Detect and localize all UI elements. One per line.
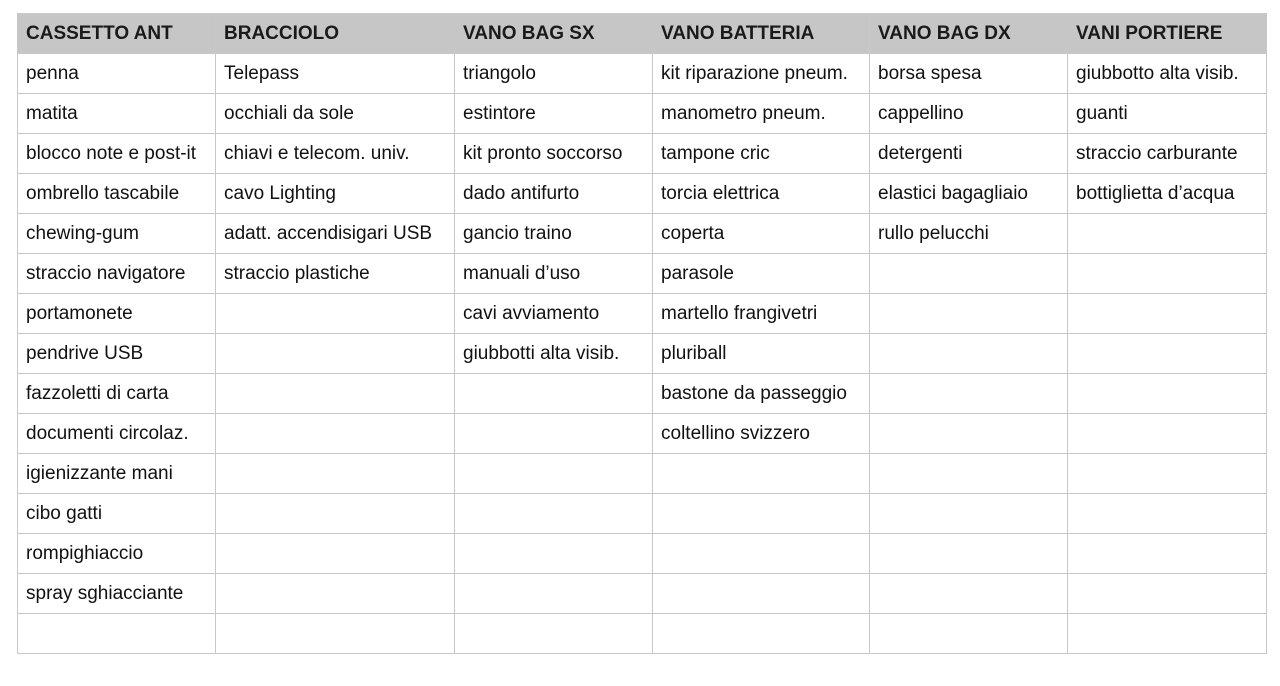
table-cell xyxy=(455,454,653,494)
table-cell: Telepass xyxy=(216,54,455,94)
table-cell: documenti circolaz. xyxy=(18,414,216,454)
table-cell: spray sghiacciante xyxy=(18,574,216,614)
column-header-vano-bag-sx: VANO BAG SX xyxy=(455,14,653,54)
table-cell xyxy=(1068,214,1267,254)
table-cell: ombrello tascabile xyxy=(18,174,216,214)
table-cell xyxy=(1068,374,1267,414)
table-cell xyxy=(1068,494,1267,534)
table-cell: cavo Lighting xyxy=(216,174,455,214)
table-cell: guanti xyxy=(1068,94,1267,134)
table-cell: martello frangivetri xyxy=(653,294,870,334)
table-cell xyxy=(18,614,216,654)
table-row xyxy=(18,294,1267,334)
table-cell xyxy=(1068,454,1267,494)
table-cell: portamonete xyxy=(18,294,216,334)
table-cell xyxy=(870,534,1068,574)
table-cell: giubbotto alta visib. xyxy=(1068,54,1267,94)
table-cell xyxy=(1068,334,1267,374)
table-cell: kit riparazione pneum. xyxy=(653,54,870,94)
table-cell: gancio traino xyxy=(455,214,653,254)
table-cell xyxy=(455,614,653,654)
table-row xyxy=(18,614,1267,654)
column-header-cassetto-ant: CASSETTO ANT xyxy=(18,14,216,54)
table-cell xyxy=(653,614,870,654)
column-header-vani-portiere: VANI PORTIERE xyxy=(1068,14,1267,54)
table-cell: straccio carburante xyxy=(1068,134,1267,174)
table-cell: straccio plastiche xyxy=(216,254,455,294)
table-row xyxy=(18,414,1267,454)
table-row xyxy=(18,94,1267,134)
table-cell: cappellino xyxy=(870,94,1068,134)
table-cell: giubbotti alta visib. xyxy=(455,334,653,374)
table-cell xyxy=(870,374,1068,414)
table-cell xyxy=(455,574,653,614)
table-cell: parasole xyxy=(653,254,870,294)
table-cell: rullo pelucchi xyxy=(870,214,1068,254)
table-row xyxy=(18,254,1267,294)
table-cell: elastici bagagliaio xyxy=(870,174,1068,214)
table-row xyxy=(18,334,1267,374)
table-cell xyxy=(1068,534,1267,574)
table-cell xyxy=(1068,614,1267,654)
table-cell: cavi avviamento xyxy=(455,294,653,334)
table-row xyxy=(18,494,1267,534)
table-cell xyxy=(1068,294,1267,334)
table-cell: triangolo xyxy=(455,54,653,94)
table-cell xyxy=(1068,254,1267,294)
table-cell xyxy=(870,414,1068,454)
table-cell xyxy=(216,294,455,334)
table-cell: cibo gatti xyxy=(18,494,216,534)
table-cell: chiavi e telecom. univ. xyxy=(216,134,455,174)
table-row xyxy=(18,54,1267,94)
column-header-bracciolo: BRACCIOLO xyxy=(216,14,455,54)
table-cell xyxy=(870,254,1068,294)
table-cell: straccio navigatore xyxy=(18,254,216,294)
table-cell xyxy=(455,534,653,574)
table-cell: tampone cric xyxy=(653,134,870,174)
table-row xyxy=(18,534,1267,574)
table-cell: matita xyxy=(18,94,216,134)
table-cell xyxy=(216,414,455,454)
table-cell: rompighiaccio xyxy=(18,534,216,574)
table-cell xyxy=(870,574,1068,614)
table-cell xyxy=(455,374,653,414)
table-cell xyxy=(216,454,455,494)
table-row xyxy=(18,374,1267,414)
table-cell xyxy=(653,494,870,534)
table-row xyxy=(18,174,1267,214)
table-cell xyxy=(216,494,455,534)
table-cell: penna xyxy=(18,54,216,94)
table-cell: kit pronto soccorso xyxy=(455,134,653,174)
header-row xyxy=(18,14,1267,54)
table-cell xyxy=(216,614,455,654)
table-cell: dado antifurto xyxy=(455,174,653,214)
table-cell: manometro pneum. xyxy=(653,94,870,134)
table-row xyxy=(18,454,1267,494)
table-cell: bastone da passeggio xyxy=(653,374,870,414)
table-cell xyxy=(870,334,1068,374)
table-cell xyxy=(653,454,870,494)
table-cell: manuali d’uso xyxy=(455,254,653,294)
table-cell xyxy=(653,534,870,574)
table-row xyxy=(18,214,1267,254)
table-cell: estintore xyxy=(455,94,653,134)
table-cell: coltellino svizzero xyxy=(653,414,870,454)
table-cell xyxy=(455,494,653,534)
table-cell: igienizzante mani xyxy=(18,454,216,494)
table-cell xyxy=(870,494,1068,534)
table-cell: chewing-gum xyxy=(18,214,216,254)
table-cell xyxy=(216,334,455,374)
table-cell xyxy=(870,454,1068,494)
table-row xyxy=(18,134,1267,174)
column-header-vano-batteria: VANO BATTERIA xyxy=(653,14,870,54)
table-cell: pendrive USB xyxy=(18,334,216,374)
table-cell xyxy=(653,574,870,614)
table-cell xyxy=(455,414,653,454)
table-cell xyxy=(216,534,455,574)
table-cell xyxy=(1068,574,1267,614)
table-cell xyxy=(870,614,1068,654)
table-cell: occhiali da sole xyxy=(216,94,455,134)
table-cell xyxy=(1068,414,1267,454)
table-cell: pluriball xyxy=(653,334,870,374)
table-cell: adatt. accendisigari USB xyxy=(216,214,455,254)
table-row xyxy=(18,574,1267,614)
table-cell: bottiglietta d’acqua xyxy=(1068,174,1267,214)
table-cell: borsa spesa xyxy=(870,54,1068,94)
table-cell: blocco note e post-it xyxy=(18,134,216,174)
table-cell xyxy=(216,374,455,414)
table-cell: detergenti xyxy=(870,134,1068,174)
storage-table xyxy=(17,13,1267,654)
table-cell: coperta xyxy=(653,214,870,254)
table-cell xyxy=(870,294,1068,334)
table-cell: fazzoletti di carta xyxy=(18,374,216,414)
column-header-vano-bag-dx: VANO BAG DX xyxy=(870,14,1068,54)
table-cell xyxy=(216,574,455,614)
table-body xyxy=(18,54,1267,654)
table-cell: torcia elettrica xyxy=(653,174,870,214)
